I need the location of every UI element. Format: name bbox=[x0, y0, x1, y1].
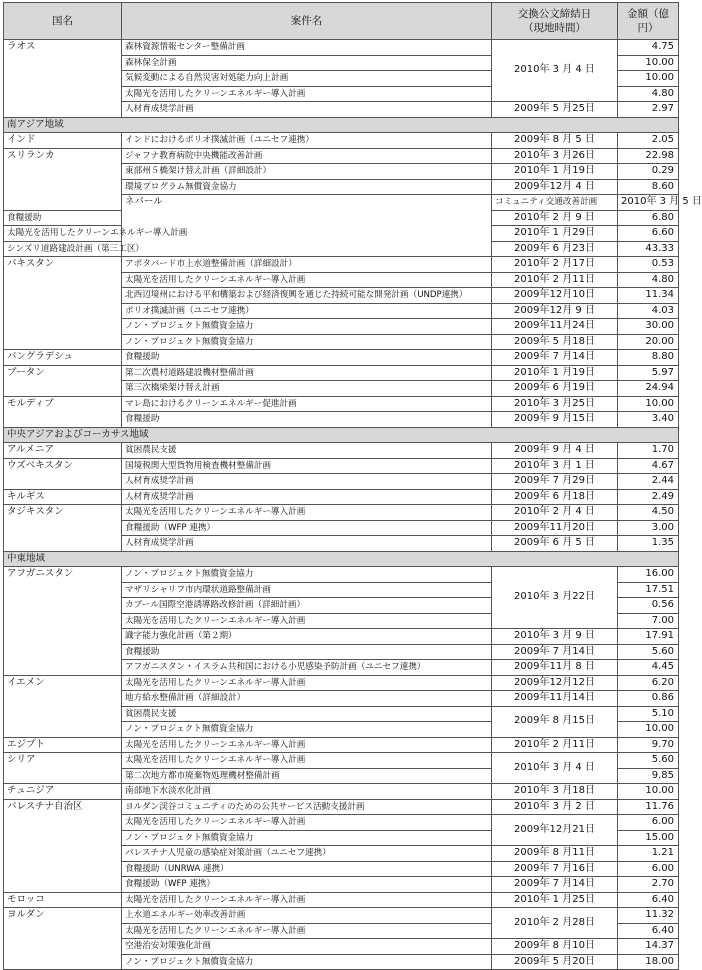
table-row bbox=[4, 443, 679, 459]
table-row bbox=[4, 458, 679, 474]
region-row bbox=[4, 117, 679, 133]
country-cell: ネパール bbox=[122, 195, 492, 257]
country-cell: イエメン bbox=[4, 675, 122, 737]
amount-cell: 6.40 bbox=[618, 892, 679, 908]
project-cell: ノン・プロジェクト無償資金協力 bbox=[122, 722, 492, 738]
date-cell: 2010年 2 月11日 bbox=[492, 272, 618, 288]
project-cell: ヨルダン渓谷コミュニティのための公共サービス活動支援計画 bbox=[122, 799, 492, 815]
project-cell: カブール国際空港誘導路改修計画（詳細計画） bbox=[122, 598, 492, 614]
amount-cell: 1.35 bbox=[618, 536, 679, 552]
country-cell: バングラデシュ bbox=[4, 350, 122, 366]
project-cell: 気候変動による自然災害対処能力向上計画 bbox=[122, 71, 492, 87]
date-cell: 2010年 2 月17日 bbox=[492, 257, 618, 273]
date-cell: 2009年 8 月10日 bbox=[492, 939, 618, 955]
country-cell: パキスタン bbox=[4, 257, 122, 350]
amount-cell: 10.00 bbox=[618, 71, 679, 87]
table-row bbox=[4, 675, 679, 691]
country-cell: タジキスタン bbox=[4, 505, 122, 552]
project-cell: 食糧援助（UNRWA 連携） bbox=[122, 861, 492, 877]
project-cell: アボタバード市上水道整備計画（詳細設計） bbox=[122, 257, 492, 273]
project-cell: ノン・プロジェクト無償資金協力 bbox=[122, 830, 492, 846]
project-cell: 貧困農民支援 bbox=[122, 443, 492, 459]
amount-cell: 1.70 bbox=[618, 443, 679, 459]
date-cell: 2009年 7 月29日 bbox=[492, 474, 618, 490]
project-cell: ノン・プロジェクト無償資金協力 bbox=[122, 319, 492, 335]
amount-cell: 4.80 bbox=[618, 272, 679, 288]
region-row bbox=[4, 551, 679, 567]
date-cell: 2010年 3 月 4 日 bbox=[492, 753, 618, 784]
date-cell: 2009年12月 4 日 bbox=[492, 179, 618, 195]
amount-cell: 8.80 bbox=[618, 350, 679, 366]
table-row bbox=[4, 257, 679, 273]
amount-cell: 11.32 bbox=[618, 908, 679, 924]
amount-cell: 15.00 bbox=[618, 830, 679, 846]
project-cell: 人材育成奨学計画 bbox=[122, 536, 492, 552]
project-cell: 食糧援助 bbox=[4, 210, 122, 226]
table-row bbox=[4, 892, 679, 908]
table-row bbox=[4, 567, 679, 583]
grant-aid-table bbox=[3, 2, 702, 970]
amount-cell: 43.33 bbox=[618, 241, 679, 257]
project-cell: パレスチナ人児童の感染症対策計画（ユニセフ連携） bbox=[122, 846, 492, 862]
date-cell: 2009年 9 月 4 日 bbox=[492, 443, 618, 459]
amount-cell: 2.70 bbox=[618, 877, 679, 893]
table-row bbox=[4, 505, 679, 521]
amount-cell: 0.56 bbox=[618, 598, 679, 614]
date-cell: 2010年 2 月 4 日 bbox=[492, 505, 618, 521]
date-cell: 2009年 6 月23日 bbox=[492, 241, 618, 257]
country-cell: モルディブ bbox=[4, 396, 122, 427]
project-cell: 空港治安対策強化計画 bbox=[122, 939, 492, 955]
table-row bbox=[4, 148, 679, 164]
amount-cell: 5.97 bbox=[618, 365, 679, 381]
amount-cell: 10.00 bbox=[618, 784, 679, 800]
date-cell: 2009年12月12日 bbox=[492, 675, 618, 691]
amount-cell: 6.00 bbox=[618, 861, 679, 877]
table-row bbox=[4, 40, 679, 56]
region-label: 中央アジアおよびコーカサス地域 bbox=[4, 427, 679, 443]
date-cell: 2009年 8 月 5 日 bbox=[492, 133, 618, 149]
header-country: 国名 bbox=[4, 3, 122, 40]
country-cell: アルメニア bbox=[4, 443, 122, 459]
project-cell: 東部州５橋架け替え計画（詳細設計） bbox=[122, 164, 492, 180]
amount-cell: 8.60 bbox=[618, 179, 679, 195]
amount-cell: 1.21 bbox=[618, 846, 679, 862]
amount-cell: 30.00 bbox=[618, 319, 679, 335]
table-row bbox=[4, 396, 679, 412]
header-amount: 金額（億円） bbox=[618, 3, 679, 40]
project-cell: 太陽光を活用したクリーンエネルギー導入計画 bbox=[122, 892, 492, 908]
amount-cell: 7.00 bbox=[618, 613, 679, 629]
date-cell: 2009年12月10日 bbox=[492, 288, 618, 304]
table-row bbox=[4, 753, 679, 769]
project-cell: ノン・プロジェクト無償資金協力 bbox=[122, 334, 492, 350]
table-body bbox=[4, 40, 702, 970]
date-cell: 2009年12月21日 bbox=[492, 815, 618, 846]
project-cell: ジャフナ教育病院中央機能改善計画 bbox=[122, 148, 492, 164]
region-label: 中東地域 bbox=[4, 551, 679, 567]
date-cell: 2009年 5 月25日 bbox=[492, 102, 618, 118]
project-cell: 人材育成奨学計画 bbox=[122, 102, 492, 118]
amount-cell: 10.00 bbox=[618, 722, 679, 738]
date-cell: 2010年 2 月11日 bbox=[492, 737, 618, 753]
project-cell: コミュニティ交通改善計画 bbox=[492, 195, 618, 211]
header-date bbox=[492, 3, 618, 40]
date-cell: 2010年 2 月 9 日 bbox=[492, 210, 618, 226]
country-cell: スリランカ bbox=[4, 148, 122, 210]
project-cell: 食糧援助（WFP 連携） bbox=[122, 877, 492, 893]
amount-cell: 6.00 bbox=[618, 815, 679, 831]
date-cell: 2010年 1 月19日 bbox=[492, 365, 618, 381]
date-cell: 2009年 7 月16日 bbox=[492, 861, 618, 877]
amount-cell: 5.60 bbox=[618, 644, 679, 660]
project-cell: 北西辺境州における平和構築および経済復興を通じた持続可能な開発計画（UNDP連携） bbox=[122, 288, 492, 304]
date-cell: 2010年 3 月 9 日 bbox=[492, 629, 618, 645]
header-date-line1: 交換公文締結日 bbox=[517, 8, 592, 20]
date-cell: 2010年 3 月 4 日 bbox=[492, 40, 618, 102]
date-cell: 2010年 3 月 5 日 bbox=[618, 195, 679, 211]
date-cell: 2010年 3 月25日 bbox=[492, 396, 618, 412]
amount-cell: 2.44 bbox=[618, 474, 679, 490]
date-cell: 2009年 5 月18日 bbox=[492, 334, 618, 350]
date-cell: 2009年11月14日 bbox=[492, 691, 618, 707]
amount-cell: 0.29 bbox=[618, 164, 679, 180]
amount-cell: 2.97 bbox=[618, 102, 679, 118]
table-row bbox=[4, 133, 679, 149]
project-cell: シンズリ道路建設計画（第三工区） bbox=[4, 241, 122, 257]
amount-cell: 3.40 bbox=[618, 412, 679, 428]
date-cell: 2009年 7 月14日 bbox=[492, 350, 618, 366]
country-cell: パレスチナ自治区 bbox=[4, 799, 122, 892]
region-label: 南アジア地域 bbox=[4, 117, 679, 133]
country-cell: チュニジア bbox=[4, 784, 122, 800]
amount-cell: 4.80 bbox=[618, 86, 679, 102]
country-cell: モロッコ bbox=[4, 892, 122, 908]
amount-cell: 0.53 bbox=[618, 257, 679, 273]
amount-cell: 22.98 bbox=[618, 148, 679, 164]
project-cell: 森林資源情報センター整備計画 bbox=[122, 40, 492, 56]
date-cell: 2010年 1 月25日 bbox=[492, 892, 618, 908]
project-cell: 食糧援助（WFP 連携） bbox=[122, 520, 492, 536]
project-cell: インドにおけるポリオ撲滅計画（ユニセフ連携） bbox=[122, 133, 492, 149]
country-cell: ウズベキスタン bbox=[4, 458, 122, 489]
project-cell: 上水道エネルギー効率改善計画 bbox=[122, 908, 492, 924]
amount-cell: 17.51 bbox=[618, 582, 679, 598]
table-header-row bbox=[4, 3, 679, 40]
amount-cell: 4.03 bbox=[618, 303, 679, 319]
project-cell: ポリオ撲滅計画（ユニセフ連携） bbox=[122, 303, 492, 319]
amount-cell: 11.34 bbox=[618, 288, 679, 304]
project-cell: 太陽光を活用したクリーンエネルギー導入計画 bbox=[122, 86, 492, 102]
country-cell: シリア bbox=[4, 753, 122, 784]
amount-cell: 6.60 bbox=[618, 226, 679, 242]
project-cell: 食糧援助 bbox=[122, 412, 492, 428]
amount-cell: 17.91 bbox=[618, 629, 679, 645]
date-cell: 2009年 8 月11日 bbox=[492, 846, 618, 862]
amount-cell: 2.49 bbox=[618, 489, 679, 505]
date-cell: 2010年 3 月22日 bbox=[492, 567, 618, 629]
project-cell: マザリシャリフ市内環状道路整備計画 bbox=[122, 582, 492, 598]
amount-cell: 4.50 bbox=[618, 505, 679, 521]
country-cell: ブータン bbox=[4, 365, 122, 396]
table-row bbox=[4, 784, 679, 800]
project-cell: 環境プログラム無償資金協力 bbox=[122, 179, 492, 195]
project-cell: 太陽光を活用したクリーンエネルギー導入計画 bbox=[4, 226, 122, 242]
project-cell: 食糧援助 bbox=[122, 644, 492, 660]
project-cell: 太陽光を活用したクリーンエネルギー導入計画 bbox=[122, 753, 492, 769]
date-cell: 2009年 6 月19日 bbox=[492, 381, 618, 397]
project-cell: 貧困農民支援 bbox=[122, 706, 492, 722]
table-row bbox=[4, 350, 679, 366]
header-date-line2: （現地時間） bbox=[523, 22, 586, 34]
date-cell: 2009年11月20日 bbox=[492, 520, 618, 536]
date-cell: 2009年11月24日 bbox=[492, 319, 618, 335]
project-cell: 太陽光を活用したクリーンエネルギー導入計画 bbox=[122, 675, 492, 691]
date-cell: 2010年 3 月18日 bbox=[492, 784, 618, 800]
project-cell: 太陽光を活用したクリーンエネルギー導入計画 bbox=[122, 613, 492, 629]
project-cell: 南部地下水淡水化計画 bbox=[122, 784, 492, 800]
date-cell: 2009年 7 月14日 bbox=[492, 877, 618, 893]
project-cell: アフガニスタン・イスラム共和国における小児感染予防計画（ユニセフ連携） bbox=[122, 660, 492, 676]
amount-cell: 9.70 bbox=[618, 737, 679, 753]
project-cell: 森林保全計画 bbox=[122, 55, 492, 71]
amount-cell: 6.80 bbox=[618, 210, 679, 226]
date-cell: 2010年 3 月 2 日 bbox=[492, 799, 618, 815]
amount-cell: 24.94 bbox=[618, 381, 679, 397]
project-cell: 国境税関大型貨物用検査機材整備計画 bbox=[122, 458, 492, 474]
project-cell: 太陽光を活用したクリーンエネルギー導入計画 bbox=[122, 815, 492, 831]
amount-cell: 18.00 bbox=[618, 954, 679, 970]
table-row bbox=[4, 365, 679, 381]
country-cell: キルギス bbox=[4, 489, 122, 505]
date-cell: 2009年 7 月14日 bbox=[492, 644, 618, 660]
date-cell: 2010年 2 月28日 bbox=[492, 908, 618, 939]
header-project: 案件名 bbox=[122, 3, 492, 40]
amount-cell: 4.75 bbox=[618, 40, 679, 56]
country-cell: ラオス bbox=[4, 40, 122, 118]
project-cell: 太陽光を活用したクリーンエネルギー導入計画 bbox=[122, 737, 492, 753]
project-cell: 識字能力強化計画（第２期） bbox=[122, 629, 492, 645]
country-cell: アフガニスタン bbox=[4, 567, 122, 676]
date-cell: 2009年12月 9 日 bbox=[492, 303, 618, 319]
date-cell: 2009年 8 月15日 bbox=[492, 706, 618, 737]
amount-cell: 6.20 bbox=[618, 675, 679, 691]
date-cell: 2009年11月 8 日 bbox=[492, 660, 618, 676]
date-cell: 2010年 3 月 1 日 bbox=[492, 458, 618, 474]
country-cell: エジプト bbox=[4, 737, 122, 753]
table-row bbox=[4, 908, 679, 924]
project-cell: ノン・プロジェクト無償資金協力 bbox=[122, 954, 492, 970]
amount-cell: 11.76 bbox=[618, 799, 679, 815]
amount-cell: 3.00 bbox=[618, 520, 679, 536]
table-row bbox=[4, 489, 679, 505]
amount-cell: 6.40 bbox=[618, 923, 679, 939]
project-cell: マレ島におけるクリーンエネルギー促進計画 bbox=[122, 396, 492, 412]
date-cell: 2009年 5 月20日 bbox=[492, 954, 618, 970]
country-cell: ヨルダン bbox=[4, 908, 122, 970]
project-cell: 地方給水整備計画（詳細設計） bbox=[122, 691, 492, 707]
region-row bbox=[4, 427, 679, 443]
amount-cell: 5.10 bbox=[618, 706, 679, 722]
amount-cell: 10.00 bbox=[618, 396, 679, 412]
project-cell: 第三次橋梁架け替え計画 bbox=[122, 381, 492, 397]
amount-cell: 20.00 bbox=[618, 334, 679, 350]
project-cell: 第二次農村道路建設機材整備計画 bbox=[122, 365, 492, 381]
amount-cell: 14.37 bbox=[618, 939, 679, 955]
table-row bbox=[4, 799, 679, 815]
amount-cell: 10.00 bbox=[618, 55, 679, 71]
country-cell: インド bbox=[4, 133, 122, 149]
date-cell: 2010年 1 月29日 bbox=[492, 226, 618, 242]
project-cell: ノン・プロジェクト無償資金協力 bbox=[122, 567, 492, 583]
amount-cell: 0.86 bbox=[618, 691, 679, 707]
project-cell: 第二次地方都市廃棄物処理機材整備計画 bbox=[122, 768, 492, 784]
project-cell: 人材育成奨学計画 bbox=[122, 474, 492, 490]
project-cell: 人材育成奨学計画 bbox=[122, 489, 492, 505]
amount-cell: 16.00 bbox=[618, 567, 679, 583]
amount-cell: 2.05 bbox=[618, 133, 679, 149]
project-cell: 太陽光を活用したクリーンエネルギー導入計画 bbox=[122, 923, 492, 939]
date-cell: 2009年 6 月18日 bbox=[492, 489, 618, 505]
amount-cell: 9.85 bbox=[618, 768, 679, 784]
project-cell: 太陽光を活用したクリーンエネルギー導入計画 bbox=[122, 505, 492, 521]
project-cell: 太陽光を活用したクリーンエネルギー導入計画 bbox=[122, 272, 492, 288]
amount-cell: 5.60 bbox=[618, 753, 679, 769]
table-row bbox=[4, 737, 679, 753]
date-cell: 2009年 6 月 5 日 bbox=[492, 536, 618, 552]
date-cell: 2010年 1 月19日 bbox=[492, 164, 618, 180]
date-cell: 2010年 3 月26日 bbox=[492, 148, 618, 164]
amount-cell: 4.45 bbox=[618, 660, 679, 676]
date-cell: 2009年 9 月15日 bbox=[492, 412, 618, 428]
project-cell: 食糧援助 bbox=[122, 350, 492, 366]
amount-cell: 4.67 bbox=[618, 458, 679, 474]
